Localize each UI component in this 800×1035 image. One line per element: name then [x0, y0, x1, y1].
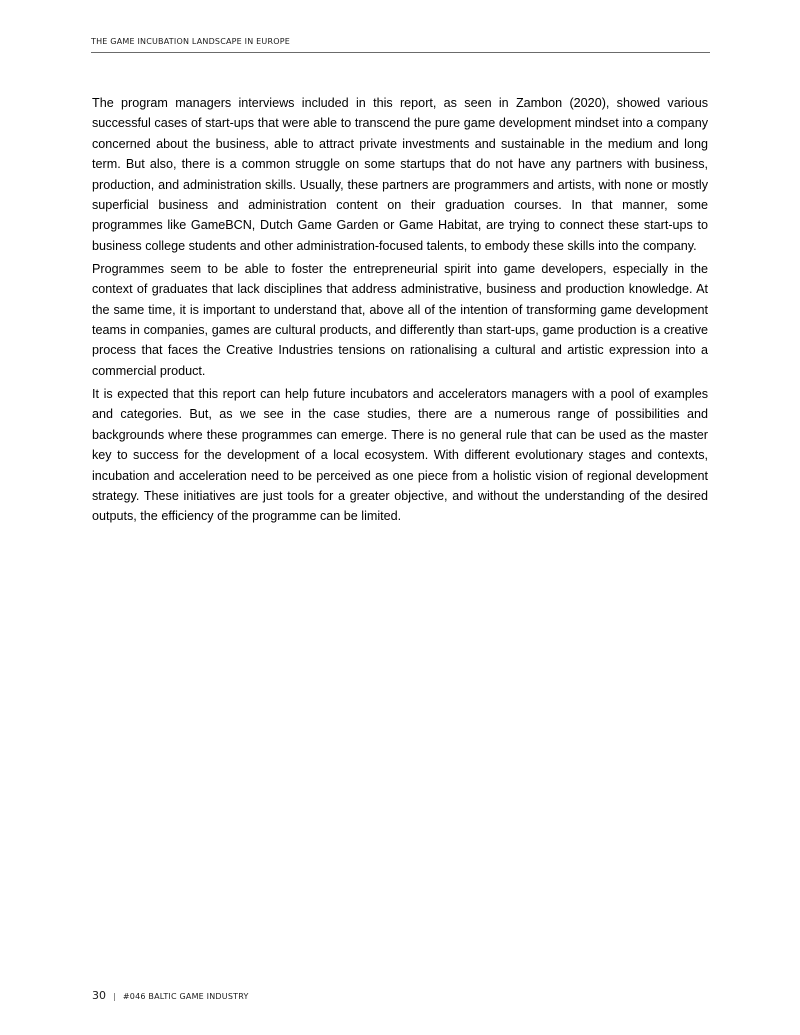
paragraph: The program managers interviews included in this report, as seen in Zambon (2020), showed various successful cases of start-ups that were able to transcend the pure game development mindset into a company concerned about the business, able to attract private investments and sustainable in the medium and long term. But also, there is a common struggle on some startups that do not have any partners with business, production, and administration skills. Usually, these partners are programmers and artists, with none or mostly superficial business and administration content on their graduation courses. In that manner, some programmes like GameBCN, Dutch Game Garden or Game Habitat, are trying to connect these start-ups to business college students and other administration-focused talents, to embody these skills into the company.: [92, 96, 708, 253]
page-number: 30: [92, 989, 106, 1002]
body-text: [92, 93, 708, 529]
footer-separator: |: [113, 992, 116, 1001]
page-footer: [92, 984, 249, 1003]
running-header-title: THE GAME INCUBATION LANDSCAPE IN EUROPE: [91, 37, 291, 46]
running-header: [91, 36, 710, 53]
publication-title: #046 BALTIC GAME INDUSTRY: [122, 992, 249, 1001]
paragraph: Programmes seem to be able to foster the entrepreneurial spirit into game developers, especially in the context of graduates that lack disciplines that address administrative, business and production knowledge. At the same time, it is important to understand that, above all of the intention of transforming game development teams in companies, games are cultural products, and differently than start-ups, game production is a creative process that faces the Creative Industries tensions on rationalising a cultural and artistic expression into a commercial product.: [92, 261, 708, 378]
paragraph: It is expected that this report can help future incubators and accelerators managers with a pool of examples and categories. But, as we see in the case studies, there are a numerous range of possibilities and backgrounds where these programmes can emerge. There is no general rule that can be used as the master key to success for the development of a local ecosystem. With different evolutionary stages and contexts, incubation and acceleration need to be perceived as one piece from a holistic vision of regional development strategy. These initiatives are just tools for a greater objective, and without the understanding of the desired outputs, the efficiency of the programme can be limited.: [92, 386, 708, 524]
